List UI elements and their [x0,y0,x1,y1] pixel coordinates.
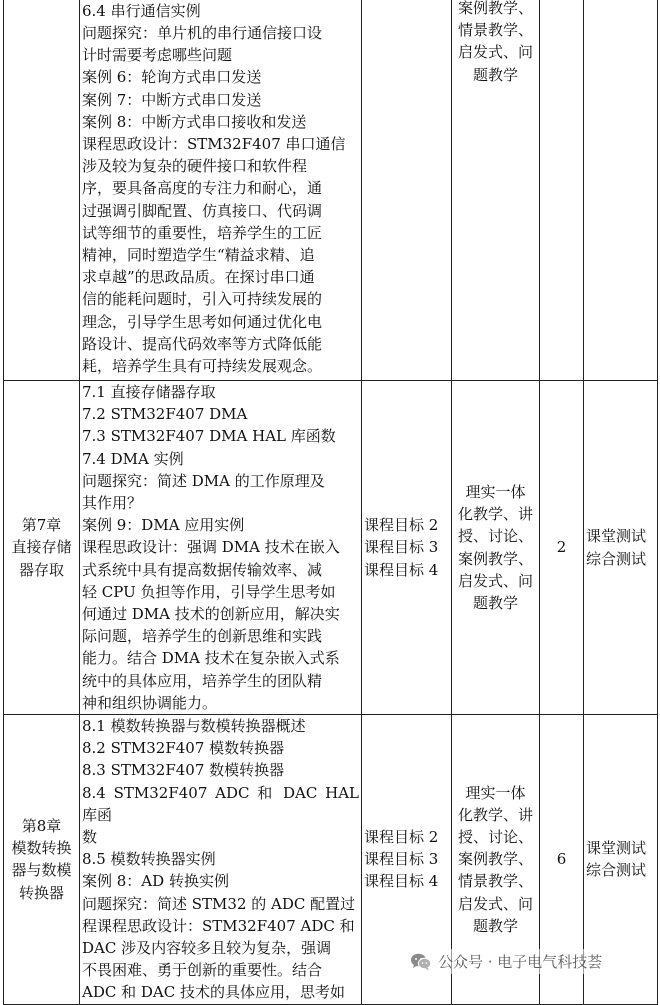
hours-cell: 6 [540,715,584,1005]
cell-line: 7.3 STM32F407 DMA HAL 库函数 [82,427,336,446]
cell-line: 轻 CPU 负担等作用，引导学生思考如 [82,582,336,601]
cell-line: 案例教学、 [457,549,533,568]
methods-cell [452,381,540,715]
cell-line: 化教学、讲 [457,805,533,824]
cell-line: 理实一体 [465,482,526,501]
cell-line: 直接存储 [11,538,72,557]
cell-line: 统中的具体应用，培养学生的团队精 [82,671,323,690]
cell-line: 情景教学、 [457,21,533,40]
cell-line: 案例 8：中断方式串口接收和发送 [82,112,307,131]
cell-line: 理实一体 [465,783,526,802]
cell-line: 课程思政设计：强调 DMA 技术在嵌入 [82,538,340,557]
cell-line: 化教学、讲 [457,505,533,524]
cell-line: 课程目标 2 [364,828,439,847]
cell-line: 课程目标 4 [364,872,439,891]
cell-line: 问题探究：简述 DMA 的工作原理及 [82,471,325,490]
cell-line: DAC 涉及内容较多且较为复杂，强调 [82,939,332,958]
cell-line: 计时需要考虑哪些问题 [82,46,233,65]
assessment-cell [584,381,658,715]
table-row [4,0,658,381]
cell-line: 涉及较为复杂的硬件接口和软件程 [82,157,308,176]
objectives-cell [362,0,452,381]
watermark-text: 公众号 · 电子电气科技荟 [438,953,603,971]
hours-cell: 2 [540,381,584,715]
cell-line: 案例教学、 [457,850,533,869]
cell-line: 授、讨论、 [457,527,533,546]
content-cell [80,0,362,381]
cell-line: 问题探究：单片机的串行通信接口设 [82,23,323,42]
cell-line: 课程目标 2 [364,516,439,535]
cell-line: 神和组织协调能力。 [82,693,218,712]
chapter-cell [4,0,80,381]
cell-line: 8.3 STM32F407 数模转换器 [82,761,285,780]
cell-line: 课程思政设计：STM32F407 串口通信 [82,134,346,153]
cell-line: 情景教学、 [457,872,533,891]
cell-line: 启发式、问 [457,571,533,590]
cell-line: 课堂测试 [586,527,647,546]
table-row [4,381,658,715]
cell-line: 7.2 STM32F407 DMA [82,405,248,424]
cell-line: 案例 7：中断方式串口发送 [82,90,262,109]
cell-line: 不畏困难、勇于创新的重要性。结合 [82,961,323,980]
cell-line: 器存取 [18,560,64,579]
cell-line: 8.4 STM32F407 ADC 和 DAC HAL 库函 [82,783,359,824]
cell-line: 数 [82,828,98,847]
cell-line: 题教学 [472,65,518,84]
cell-line: 8.2 STM32F407 模数转换器 [82,739,285,758]
cell-line: 过强调引脚配置、仿真接口、代码调 [82,201,323,220]
cell-line: 启发式、问 [457,43,533,62]
cell-line: 模数转换 [11,839,72,858]
cell-line: 式系统中具有提高数据传输效率、减 [82,560,323,579]
methods-cell [452,0,540,381]
cell-line: 求卓越”的思政品质。在探讨串口通 [82,268,315,287]
cell-line: 试等细节的重要性，培养学生的工匠 [82,223,323,242]
cell-line: 综合测试 [586,861,647,880]
cell-line: 精神，同时塑造学生“精益求精、追 [82,246,315,264]
cell-line: ADC 和 DAC 技术的具体应用，思考如 [82,983,345,1002]
content-cell [80,715,362,1005]
cell-line: 器与数模 [11,861,72,880]
cell-line: 问题探究：简述 STM32 的 ADC 配置过 [82,894,356,913]
cell-line: 路设计、提高代码效率等方式降低能 [82,334,323,353]
cell-line: 何通过 DMA 技术的创新应用，解决实 [82,605,340,624]
cell-line: 耗，培养学生具有可持续发展观念。 [82,357,323,376]
cell-line: 程课程思政设计：STM32F407 ADC 和 [82,916,355,935]
cell-line: 启发式、问 [457,894,533,913]
cell-line: 8.1 模数转换器与数模转换器概述 [82,717,306,736]
cell-line: 授、讨论、 [457,828,533,847]
cell-line: 其作用？ [82,494,143,513]
chapter-cell [4,715,80,1005]
assessment-cell [584,0,658,381]
hours-cell [540,0,584,381]
cell-line: 案例 6：轮询方式串口发送 [82,68,262,87]
cell-line: 信的能耗问题时，引入可持续发展的 [82,290,323,309]
cell-line: 6.4 串行通信实例 [82,1,201,20]
objectives-cell [362,381,452,715]
cell-line: 案例 8：AD 转换实例 [82,872,229,891]
cell-line: 7.1 直接存储器存取 [82,383,216,401]
cell-line: 转换器 [18,883,64,902]
cell-line: 课程目标 4 [364,560,439,579]
content-cell [80,381,362,715]
cell-line: 8.5 模数转换器实例 [82,850,216,869]
cell-line: 案例教学、 [457,0,533,17]
chapter-cell [4,381,80,715]
cell-line: 序，要具备高度的专注力和耐心，通 [82,179,323,198]
cell-line: 题教学 [472,593,518,612]
cell-line: 综合测试 [586,549,647,568]
cell-line: 课堂测试 [586,839,647,858]
cell-line: 能力。结合 DMA 技术在复杂嵌入式系 [82,649,340,668]
cell-line: 第7章 [21,516,62,535]
watermark [406,949,606,974]
cell-line: 第8章 [21,816,62,835]
cell-line: 题教学 [472,916,518,935]
cell-line: 际问题，培养学生的创新思维和实践 [82,627,323,646]
cell-line: 案例 9：DMA 应用实例 [82,516,245,535]
cell-line: 课程目标 3 [364,538,439,557]
syllabus-table [3,0,658,1005]
wechat-icon [410,952,432,972]
cell-line: 理念，引导学生思考如何通过优化电 [82,312,323,331]
cell-line: 7.4 DMA 实例 [82,449,184,468]
cell-line: 课程目标 3 [364,850,439,869]
